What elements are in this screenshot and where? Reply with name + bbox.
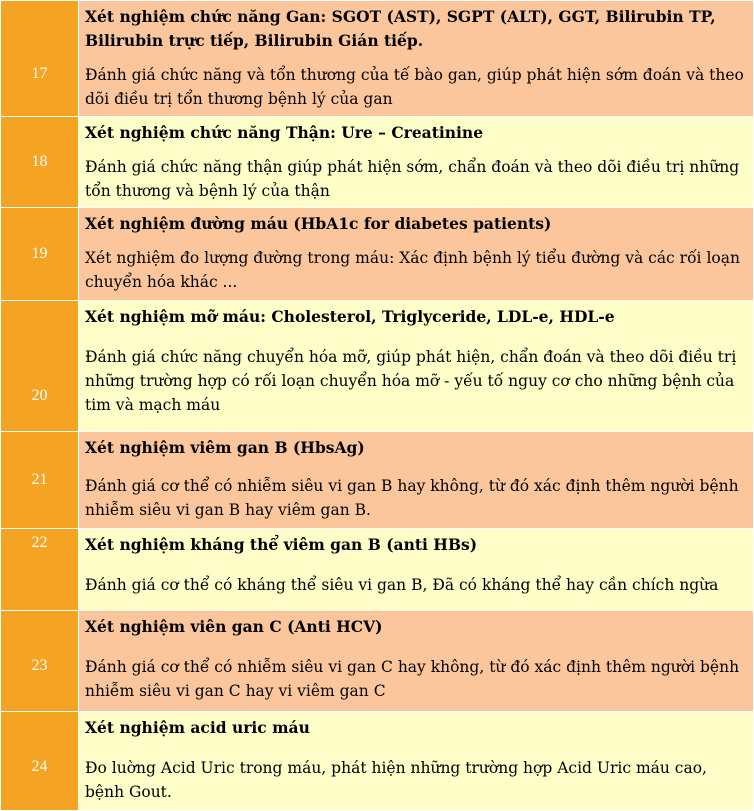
test-description: Xét nghiệm đo lượng đường trong máu: Xác định bệnh lý tiểu đường và các rối loạn chuyển hóa khác ...	[85, 249, 740, 291]
table-row	[1, 529, 754, 611]
table-row	[1, 432, 754, 529]
row-number: 22	[1, 529, 79, 611]
row-number: 20	[1, 301, 79, 432]
row-number: 19	[1, 208, 79, 301]
test-title: Xét nghiệm chức năng Thận: Ure – Creatinine	[85, 123, 484, 142]
table-row	[1, 301, 754, 432]
row-content	[79, 611, 754, 712]
table-row	[1, 1, 754, 117]
test-description: Đánh giá cơ thể có kháng thể siêu vi gan B, Đã có kháng thể hay cần chích ngừa	[85, 576, 719, 594]
row-content	[79, 712, 754, 811]
table-row	[1, 117, 754, 208]
table-row	[1, 208, 754, 301]
row-number: 24	[1, 712, 79, 811]
test-title: Xét nghiệm mỡ máu: Cholesterol, Triglyceride, LDL-e, HDL-e	[85, 307, 615, 326]
test-description: Đánh giá chức năng và tổn thương của tế bào gan, giúp phát hiện sớm đoán và theo dõi điều trị tổn thương bệnh lý của gan	[85, 66, 744, 108]
row-content	[79, 117, 754, 208]
row-content	[79, 208, 754, 301]
table-row	[1, 712, 754, 811]
row-number: 17	[1, 1, 79, 117]
table-row	[1, 611, 754, 712]
row-number: 23	[1, 611, 79, 712]
test-description: Đánh giá cơ thể có nhiễm siêu vi gan C hay không, từ đó xác định thêm người bệnh nhiễm siêu vi gan C hay vi viêm gan C	[85, 658, 740, 700]
test-title: Xét nghiệm viên gan C (Anti HCV)	[85, 617, 383, 636]
test-description: Đánh giá chức năng chuyển hóa mỡ, giúp phát hiện, chẩn đoán và theo dõi điều trị những trường hợp có rối loạn chuyển hóa mỡ - yếu tố nguy cơ cho những bệnh của tim và mạch máu	[85, 348, 737, 414]
row-content	[79, 432, 754, 529]
test-title: Xét nghiệm kháng thể viêm gan B (anti HBs)	[85, 535, 478, 554]
test-title: Xét nghiệm đường máu (HbA1c for diabetes patients)	[85, 214, 552, 233]
test-description: Đo luờng Acid Uric trong máu, phát hiện những trường hợp Acid Uric máu cao, bệnh Gout.	[85, 759, 707, 801]
test-title: Xét nghiệm chức năng Gan: SGOT (AST), SGPT (ALT), GGT, Bilirubin TP, Bilirubin trực tiếp, Bilirubin Gián tiếp.	[85, 7, 716, 50]
row-content	[79, 301, 754, 432]
test-description: Đánh giá cơ thể có nhiễm siêu vi gan B hay không, từ đó xác định thêm người bệnh nhiễm siêu vi gan B hay viêm gan B.	[85, 477, 739, 519]
row-number: 21	[1, 432, 79, 529]
row-content	[79, 529, 754, 611]
test-title: Xét nghiệm viêm gan B (HbsAg)	[85, 438, 365, 457]
test-description: Đánh giá chức năng thận giúp phát hiện sớm, chẩn đoán và theo dõi điều trị những tổn thương và bệnh lý của thận	[85, 158, 740, 200]
row-content	[79, 1, 754, 117]
test-title: Xét nghiệm acid uric máu	[85, 718, 310, 737]
row-number: 18	[1, 117, 79, 208]
